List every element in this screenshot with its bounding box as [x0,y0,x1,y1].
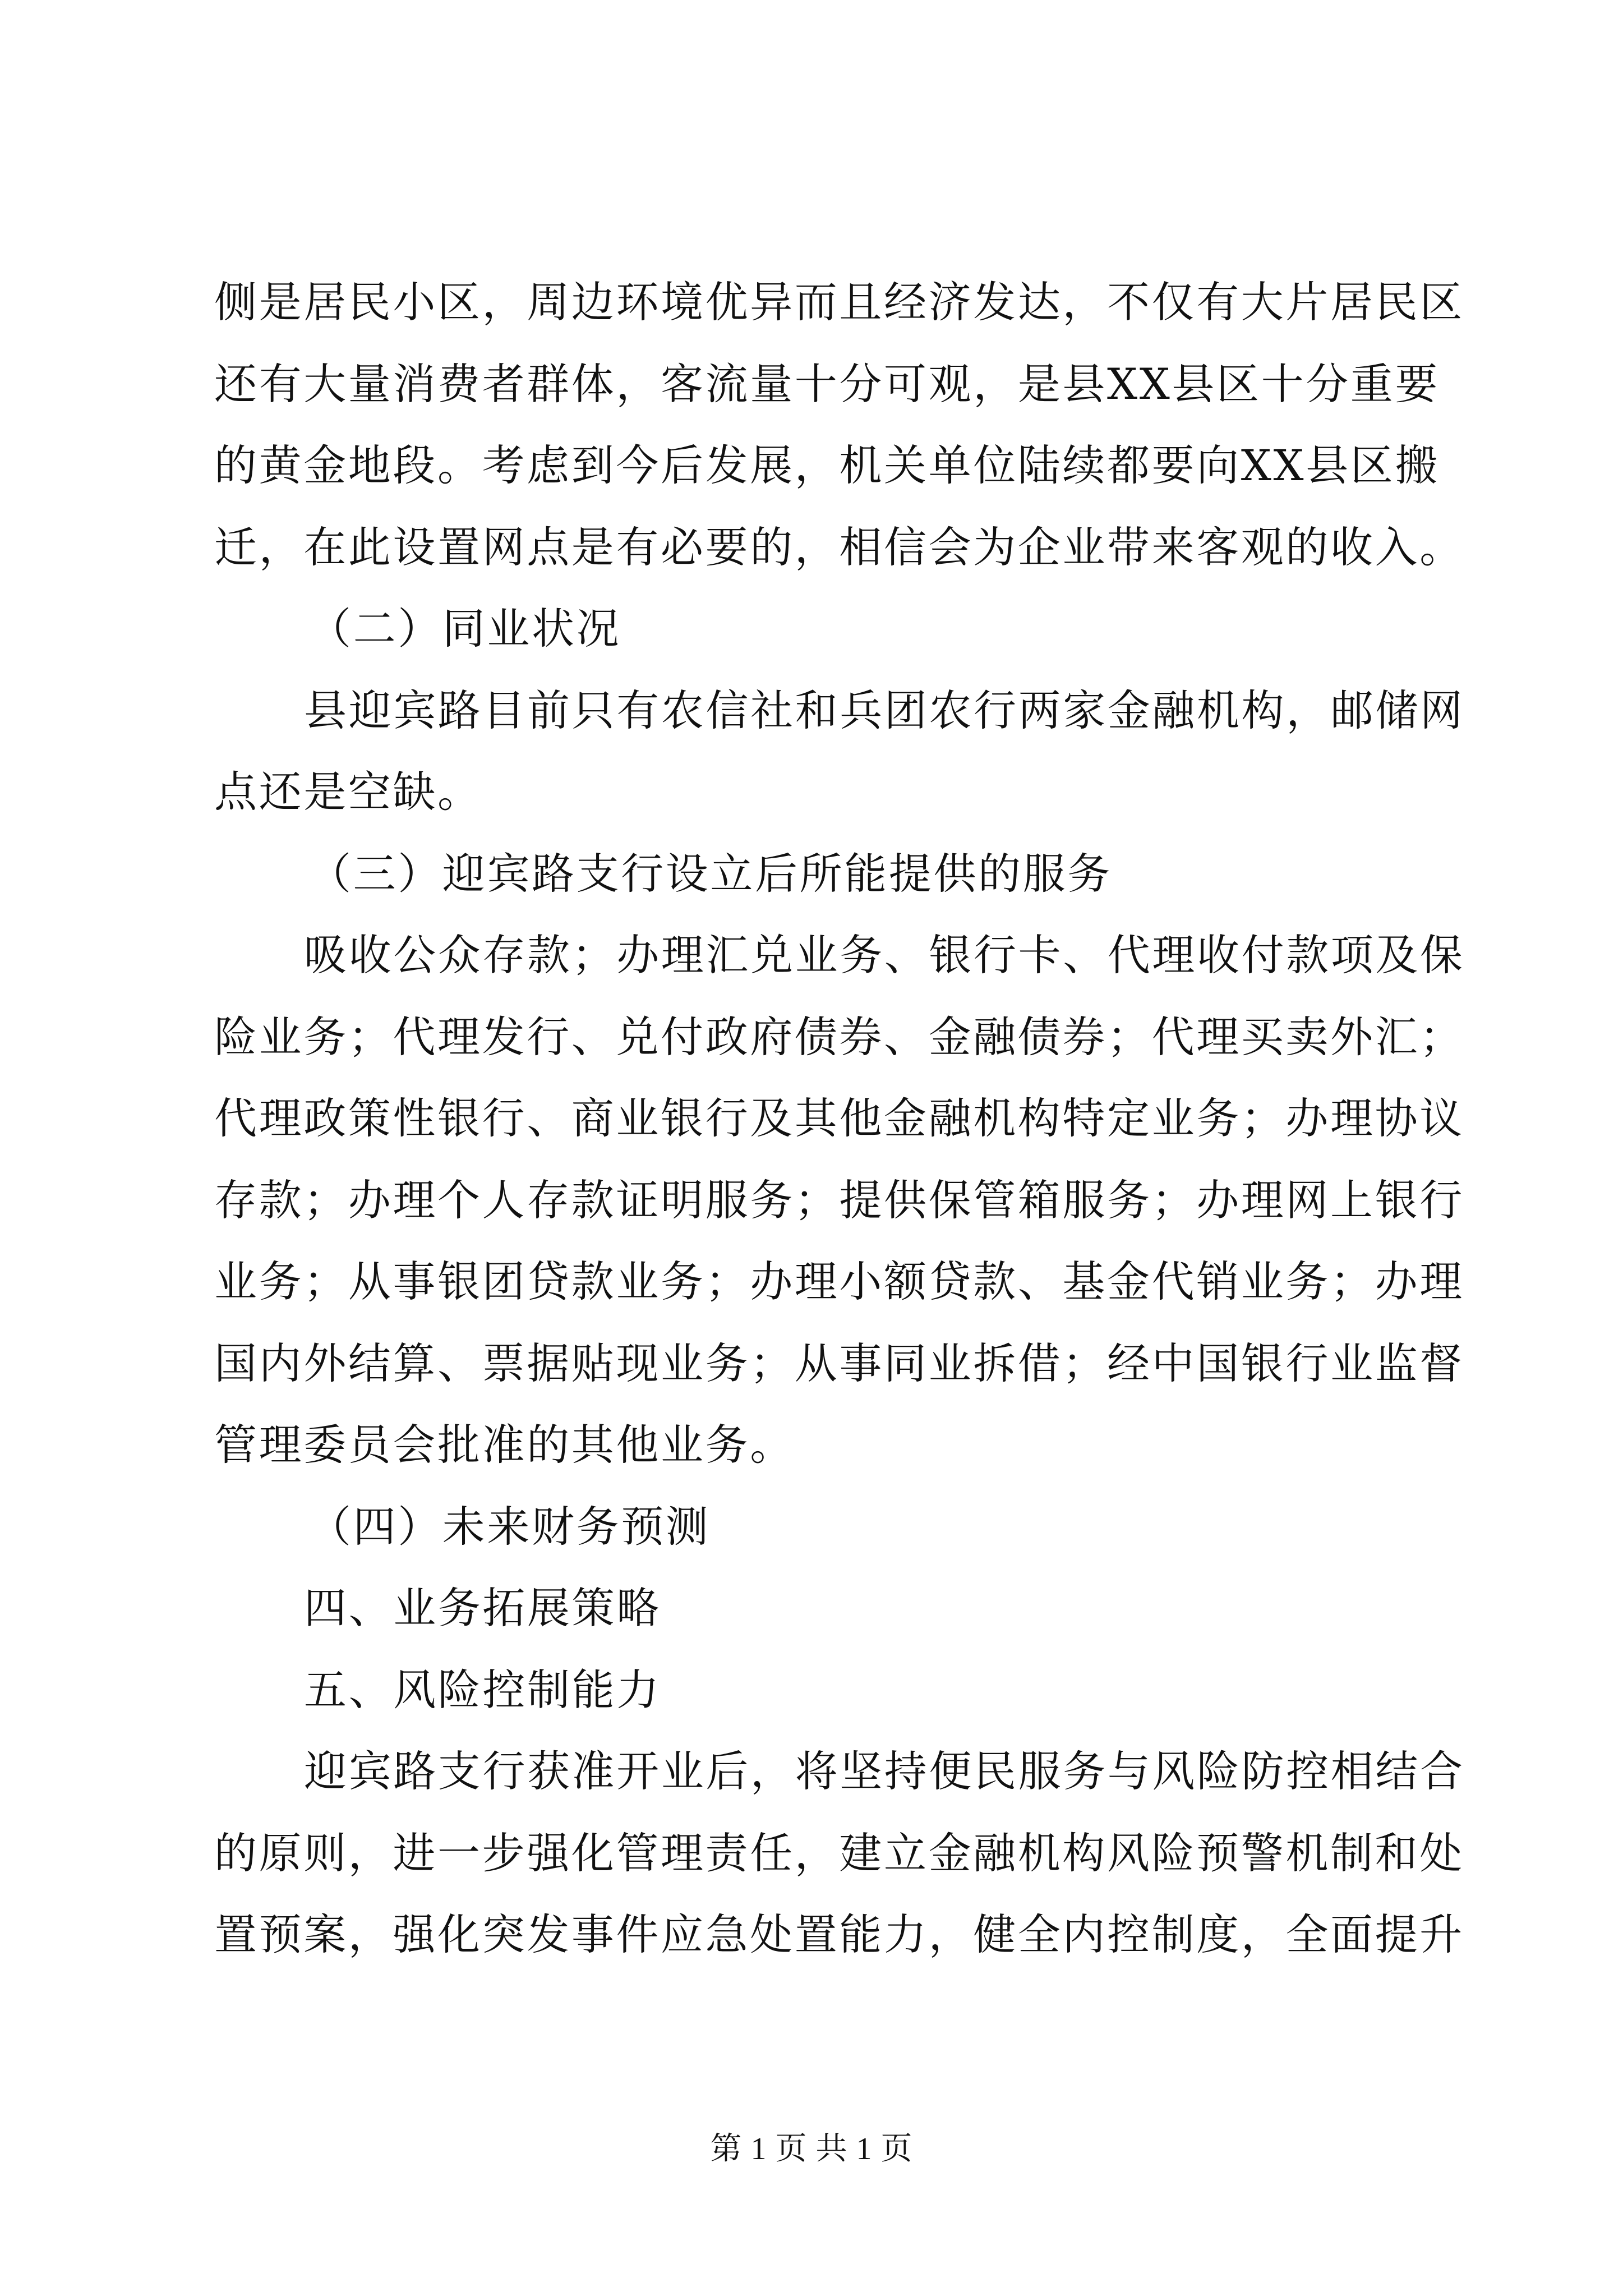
section-heading: （二）同业状况 [308,604,621,654]
text-line: 侧是居民小区，周边环境优异而且经济发达，不仅有大片居民区 [214,277,1464,327]
text-line: 迁，在此设置网点是有必要的，相信会为企业带来客观的收入。 [214,522,1464,572]
text-line: 置预案，强化突发事件应急处置能力，健全内控制度，全面提升 [214,1910,1464,1959]
text-line: 险业务；代理发行、兑付政府债券、金融债券；代理买卖外汇； [214,1011,1464,1062]
page-number-label: 第 1 页 共 1 页 [710,2132,913,2166]
text-line: 存款；办理个人存款证明服务；提供保管箱服务；办理网上银行 [214,1175,1464,1225]
paragraph-first-line: 迎宾路支行获准开业后，将坚持便民服务与风险防控相结合 [304,1746,1465,1796]
text-line: 代理政策性银行、商业银行及其他金融机构特定业务；办理协议 [214,1093,1464,1143]
text-line: 点还是空缺。 [214,767,482,817]
section-heading: （三）迎宾路支行设立后所能提供的服务 [308,848,1112,899]
page-footer [0,2124,1623,2169]
text-line: 管理委员会批准的其他业务。 [214,1420,795,1470]
text-line: 还有大量消费者群体，客流量十分可观，是县XX县区十分重要 [214,358,1440,409]
document-body [214,261,1465,1976]
chapter-heading: 四、业务拓展策略 [304,1583,661,1633]
text-line: 的原则，进一步强化管理责任，建立金融机构风险预警机制和处 [214,1828,1464,1878]
chapter-heading: 五、风险控制能力 [304,1664,661,1715]
text-line: 国内外结算、票据贴现业务；从事同业拆借；经中国银行业监督 [214,1338,1464,1388]
section-heading: （四）未来财务预测 [308,1501,711,1552]
paragraph-first-line: 吸收公众存款；办理汇兑业务、银行卡、代理收付款项及保 [304,930,1465,980]
text-line: 业务；从事银团贷款业务；办理小额贷款、基金代销业务；办理 [214,1257,1464,1306]
text-line: 的黄金地段。考虑到今后发展，机关单位陆续都要向XX县区搬 [214,440,1440,490]
paragraph-first-line: 县迎宾路目前只有农信社和兵团农行两家金融机构，邮储网 [304,685,1465,735]
